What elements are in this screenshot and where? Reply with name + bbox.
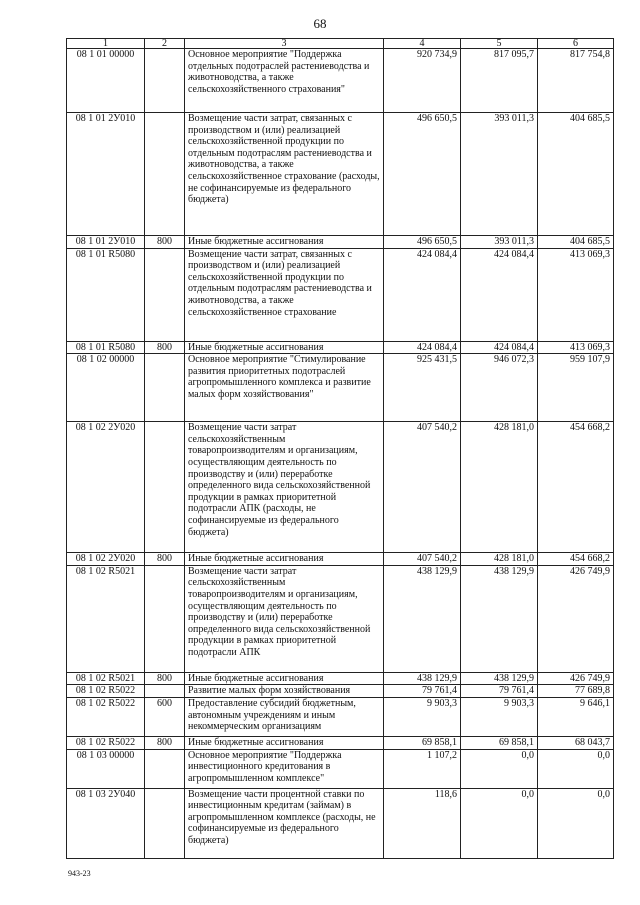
row-value-4: 118,6: [384, 788, 461, 858]
row-expense-type: 800: [145, 341, 185, 354]
row-value-6: 68 043,7: [538, 736, 614, 749]
row-value-6: 454 668,2: [538, 422, 614, 553]
row-name: Иные бюджетные ассигнования: [185, 736, 384, 749]
row-value-4: 407 540,2: [384, 553, 461, 566]
row-name: Развитие малых форм хозяйствования: [185, 685, 384, 698]
row-value-5: 817 095,7: [461, 49, 538, 113]
row-value-5: 424 084,4: [461, 248, 538, 341]
row-name: Иные бюджетные ассигнования: [185, 672, 384, 685]
row-value-5: 424 084,4: [461, 341, 538, 354]
row-name: Иные бюджетные ассигнования: [185, 236, 384, 249]
row-value-4: 496 650,5: [384, 113, 461, 236]
row-value-5: 79 761,4: [461, 685, 538, 698]
row-code: 08 1 02 00000: [67, 354, 145, 422]
row-name: Основное мероприятие "Поддержка инвестиционного кредитования в агропромышленном комплексе": [185, 749, 384, 788]
row-value-5: 393 011,3: [461, 236, 538, 249]
row-name: Возмещение части затрат сельскохозяйственным товаропроизводителям и организациям, осуществляющим деятельность по производству и (или) переработке определенного вида сельскохозяйственной продукции в рамках приоритетной подотрасли АПК: [185, 565, 384, 672]
row-value-5: 69 858,1: [461, 736, 538, 749]
row-expense-type: 600: [145, 697, 185, 736]
row-expense-type: [145, 565, 185, 672]
row-code: 08 1 01 R5080: [67, 341, 145, 354]
footer-code: 943-23: [68, 869, 91, 878]
table-row: [67, 788, 614, 858]
table-row: [67, 697, 614, 736]
row-expense-type: [145, 113, 185, 236]
row-value-6: 0,0: [538, 749, 614, 788]
table-row: [67, 49, 614, 113]
table-row: [67, 685, 614, 698]
row-name: Возмещение части затрат, связанных с производством и (или) реализацией сельскохозяйственной продукции по отдельным подотраслям растениеводства и животноводства, а также сельскохозяйственное страхование: [185, 248, 384, 341]
row-value-4: 438 129,9: [384, 565, 461, 672]
row-value-4: 1 107,2: [384, 749, 461, 788]
row-value-6: 404 685,5: [538, 113, 614, 236]
row-value-5: 0,0: [461, 749, 538, 788]
row-name: Предоставление субсидий бюджетным, автономным учреждениям и иным некоммерческим организациям: [185, 697, 384, 736]
header-cell-5: 5: [461, 39, 538, 49]
row-expense-type: [145, 248, 185, 341]
row-value-4: 69 858,1: [384, 736, 461, 749]
row-expense-type: 800: [145, 236, 185, 249]
row-value-4: 424 084,4: [384, 341, 461, 354]
row-value-6: 0,0: [538, 788, 614, 858]
row-expense-type: 800: [145, 736, 185, 749]
table-row: [67, 341, 614, 354]
row-value-6: 454 668,2: [538, 553, 614, 566]
row-code: 08 1 03 00000: [67, 749, 145, 788]
row-code: 08 1 02 R5022: [67, 736, 145, 749]
row-code: 08 1 02 2У020: [67, 553, 145, 566]
row-value-4: 9 903,3: [384, 697, 461, 736]
row-code: 08 1 01 R5080: [67, 248, 145, 341]
table-row: [67, 354, 614, 422]
table-row: [67, 236, 614, 249]
row-value-5: 438 129,9: [461, 565, 538, 672]
row-value-6: 413 069,3: [538, 248, 614, 341]
row-expense-type: 800: [145, 553, 185, 566]
page-number: 68: [313, 16, 327, 31]
row-expense-type: [145, 749, 185, 788]
row-value-5: 0,0: [461, 788, 538, 858]
row-code: 08 1 01 2У010: [67, 113, 145, 236]
header-cell-6: 6: [538, 39, 614, 49]
row-expense-type: [145, 685, 185, 698]
row-expense-type: 800: [145, 672, 185, 685]
row-expense-type: [145, 788, 185, 858]
table-row: [67, 113, 614, 236]
row-value-6: 77 689,8: [538, 685, 614, 698]
row-value-5: 438 129,9: [461, 672, 538, 685]
table-header-row: [67, 39, 614, 49]
row-value-4: 79 761,4: [384, 685, 461, 698]
row-code: 08 1 01 00000: [67, 49, 145, 113]
row-value-5: 946 072,3: [461, 354, 538, 422]
row-value-6: 426 749,9: [538, 565, 614, 672]
row-name: Иные бюджетные ассигнования: [185, 553, 384, 566]
row-name: Возмещение части затрат, связанных с производством и (или) реализацией сельскохозяйственной продукции по отдельным подотраслям растениеводства и животноводства, а также сельскохозяйственное страхование (расходы, не софинансируемые из федерального бюджета): [185, 113, 384, 236]
row-value-6: 413 069,3: [538, 341, 614, 354]
row-value-4: 925 431,5: [384, 354, 461, 422]
row-value-4: 424 084,4: [384, 248, 461, 341]
row-name: Основное мероприятие "Стимулирование развития приоритетных подотраслей агропромышленного комплекса и развитие малых форм хозяйствования": [185, 354, 384, 422]
header-cell-3: 3: [185, 39, 384, 49]
row-value-6: 9 646,1: [538, 697, 614, 736]
row-name: Иные бюджетные ассигнования: [185, 341, 384, 354]
row-code: 08 1 03 2У040: [67, 788, 145, 858]
row-code: 08 1 02 R5021: [67, 672, 145, 685]
row-value-5: 9 903,3: [461, 697, 538, 736]
row-expense-type: [145, 422, 185, 553]
table-row: [67, 248, 614, 341]
header-cell-4: 4: [384, 39, 461, 49]
row-value-6: 404 685,5: [538, 236, 614, 249]
table-row: [67, 422, 614, 553]
row-expense-type: [145, 49, 185, 113]
row-code: 08 1 02 R5022: [67, 685, 145, 698]
row-code: 08 1 02 R5021: [67, 565, 145, 672]
row-value-5: 428 181,0: [461, 553, 538, 566]
table-row: [67, 565, 614, 672]
header-cell-1: 1: [67, 39, 145, 49]
row-value-6: 426 749,9: [538, 672, 614, 685]
table-row: [67, 749, 614, 788]
row-value-5: 393 011,3: [461, 113, 538, 236]
row-value-6: 959 107,9: [538, 354, 614, 422]
row-name: Основное мероприятие "Поддержка отдельных подотраслей растениеводства и животноводства, а также сельскохозяйственного страхования": [185, 49, 384, 113]
row-expense-type: [145, 354, 185, 422]
row-value-4: 920 734,9: [384, 49, 461, 113]
budget-table: [66, 38, 614, 859]
row-name: Возмещение части затрат сельскохозяйственным товаропроизводителям и организациям, осуществляющим деятельность по производству и (или) переработке определенного вида сельскохозяйственной продукции в рамках приоритетной подотрасли АПК (расходы, не софинансируемые из федерального бюджета): [185, 422, 384, 553]
table-row: [67, 672, 614, 685]
row-code: 08 1 01 2У010: [67, 236, 145, 249]
row-code: 08 1 02 2У020: [67, 422, 145, 553]
header-cell-2: 2: [145, 39, 185, 49]
row-name: Возмещение части процентной ставки по инвестиционным кредитам (займам) в агропромышленном комплексе (расходы, не софинансируемые из федерального бюджета): [185, 788, 384, 858]
row-value-6: 817 754,8: [538, 49, 614, 113]
row-value-4: 496 650,5: [384, 236, 461, 249]
row-value-4: 438 129,9: [384, 672, 461, 685]
row-value-5: 428 181,0: [461, 422, 538, 553]
table-row: [67, 553, 614, 566]
row-code: 08 1 02 R5022: [67, 697, 145, 736]
row-value-4: 407 540,2: [384, 422, 461, 553]
table-row: [67, 736, 614, 749]
